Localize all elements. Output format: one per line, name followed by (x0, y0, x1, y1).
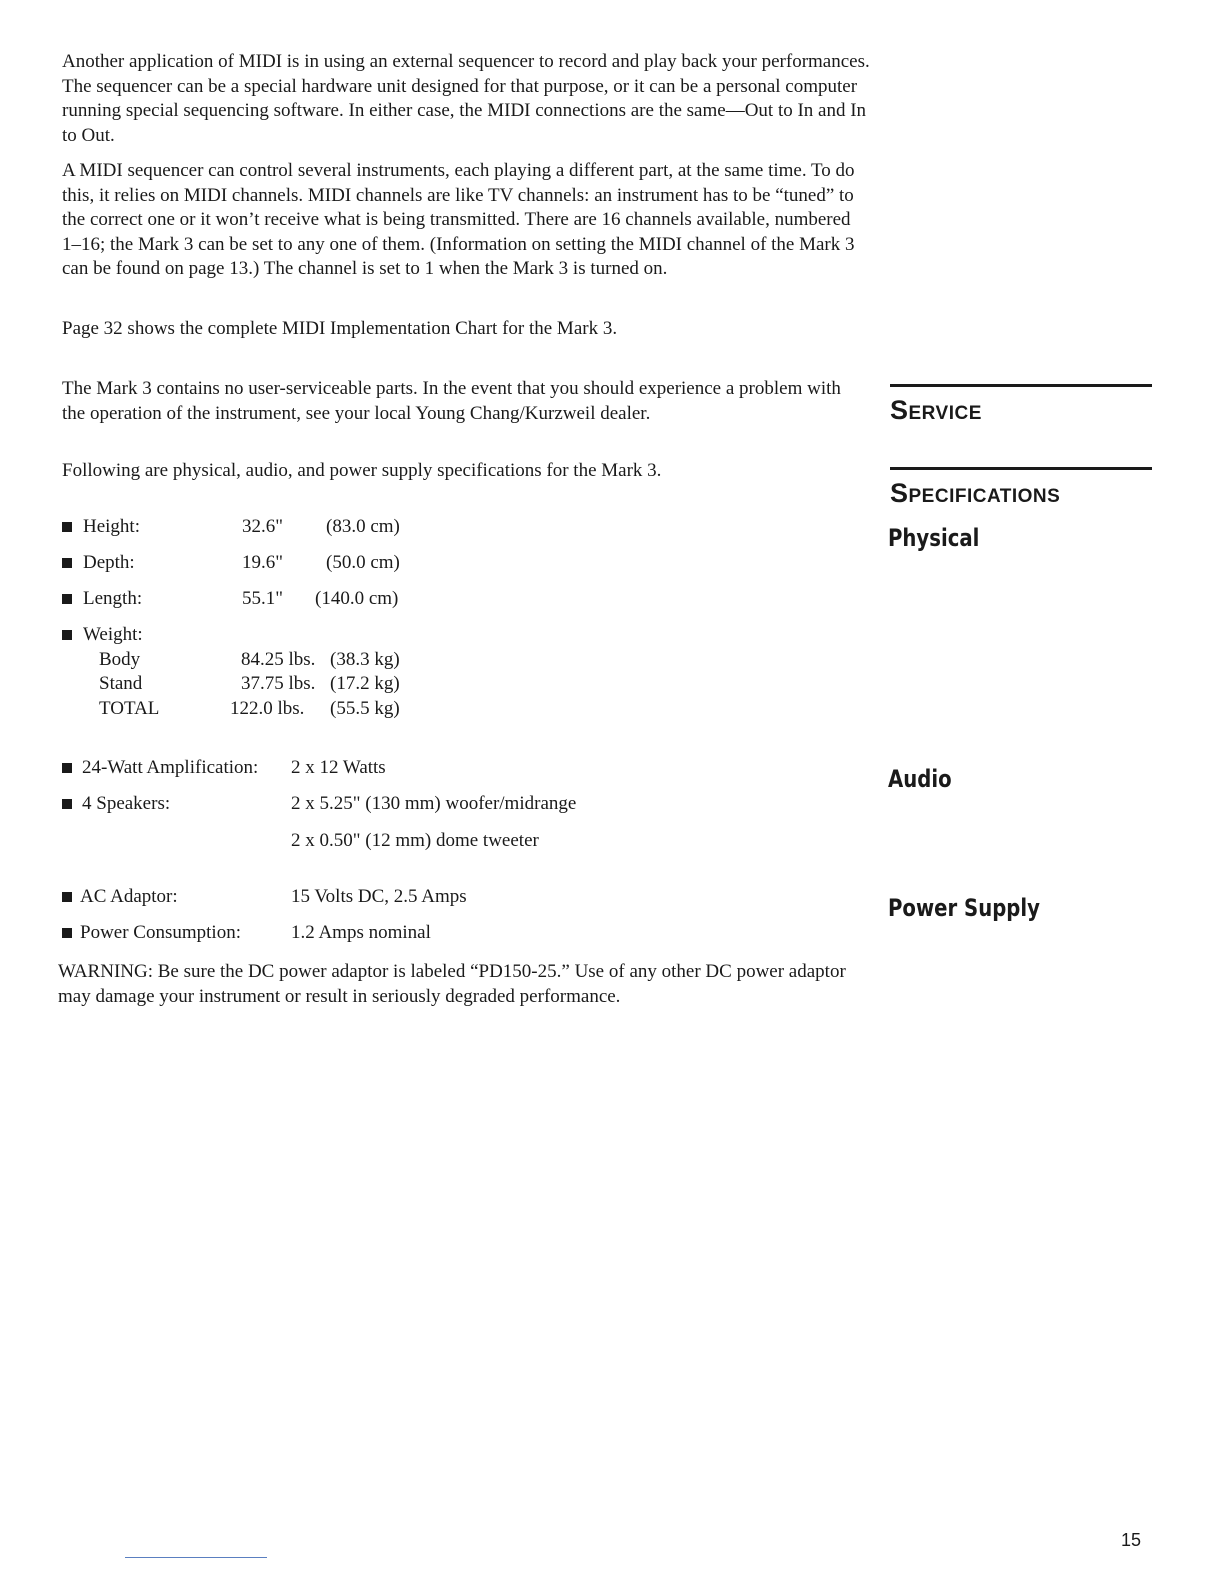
bullet-icon (62, 763, 72, 773)
amplification-value: 2 x 12 Watts (291, 757, 386, 778)
speakers-label: 4 Speakers: (82, 793, 171, 814)
bullet-icon (62, 558, 72, 568)
audio-heading: Audio (888, 765, 952, 793)
service-text: The Mark 3 contains no user-serviceable parts. In the event that you should experience a problem with the operation of the instrument, see your local Young Chang/Kurzweil dealer. (62, 378, 841, 424)
specifications-heading: Specifications (890, 478, 1061, 508)
bullet-icon (62, 892, 72, 902)
length-inches: 55.1" (242, 588, 284, 609)
page-number: 15 (1121, 1530, 1142, 1550)
weight-stand-label: Stand (99, 673, 143, 694)
bullet-icon (62, 630, 72, 640)
intro-paragraph-chart-ref: Page 32 shows the complete MIDI Implementation Chart for the Mark 3. (62, 318, 618, 339)
length-label: Length: (83, 588, 143, 609)
ac-adaptor-value: 15 Volts DC, 2.5 Amps (291, 886, 467, 907)
weight-label: Weight: (83, 624, 143, 645)
physical-heading: Physical (888, 524, 980, 552)
bullet-icon (62, 799, 72, 809)
bullet-icon (62, 522, 72, 532)
height-inches: 32.6" (242, 516, 284, 537)
specifications-intro: Following are physical, audio, and power supply specifications for the Mark 3. (62, 460, 662, 481)
weight-stand-kg: (17.2 kg) (330, 673, 400, 694)
height-cm: (83.0 cm) (326, 516, 400, 537)
power-supply-heading: Power Supply (888, 894, 1040, 922)
ac-adaptor-label: AC Adaptor: (80, 886, 178, 907)
weight-stand-lbs: 37.75 lbs. (241, 673, 316, 694)
service-heading: Service (890, 395, 982, 425)
amplification-label: 24-Watt Amplification: (82, 757, 259, 778)
power-warning: WARNING: Be sure the DC power adaptor is labeled “PD150-25.” Use of any other DC power adaptor may damage your instrument or result in seriously degraded performance. (58, 961, 846, 1007)
weight-body-lbs: 84.25 lbs. (241, 649, 316, 670)
footer-rule (125, 1557, 267, 1558)
intro-paragraph-sequencer: Another application of MIDI is in using an external sequencer to record and play back your performances. The sequencer can be a special hardware unit designed for that purpose, or it can be a personal computer running special sequencing software. In either case, the MIDI connections are the same—Out to In and In to Out. (62, 51, 870, 146)
speakers-tweeter: 2 x 0.50" (12 mm) dome tweeter (291, 830, 539, 851)
bullet-icon (62, 928, 72, 938)
service-heading-block (890, 384, 1152, 426)
weight-total-kg: (55.5 kg) (330, 698, 400, 719)
weight-total-lbs: 122.0 lbs. (230, 698, 305, 719)
weight-body-label: Body (99, 649, 141, 670)
power-consumption-label: Power Consumption: (80, 922, 241, 943)
intro-paragraph-channels: A MIDI sequencer can control several instruments, each playing a different part, at the same time. To do this, it relies on MIDI channels. MIDI channels are like TV channels: an instrument has to be “tuned” to the correct one or it won’t receive what is being transmitted. There are 16 channels available, numbered 1–16; the Mark 3 can be set to any one of them. (Information on setting the MIDI channel of the Mark 3 can be found on page 13.) The channel is set to 1 when the Mark 3 is turned on. (62, 160, 855, 279)
specifications-heading-block (890, 467, 1152, 509)
depth-cm: (50.0 cm) (326, 552, 400, 573)
weight-total-label: TOTAL (99, 698, 160, 719)
depth-inches: 19.6" (242, 552, 284, 573)
weight-body-kg: (38.3 kg) (330, 649, 400, 670)
height-label: Height: (83, 516, 140, 537)
speakers-woofer: 2 x 5.25" (130 mm) woofer/midrange (291, 793, 577, 814)
depth-label: Depth: (83, 552, 135, 573)
power-consumption-value: 1.2 Amps nominal (291, 922, 431, 943)
bullet-icon (62, 594, 72, 604)
length-cm: (140.0 cm) (315, 588, 399, 609)
